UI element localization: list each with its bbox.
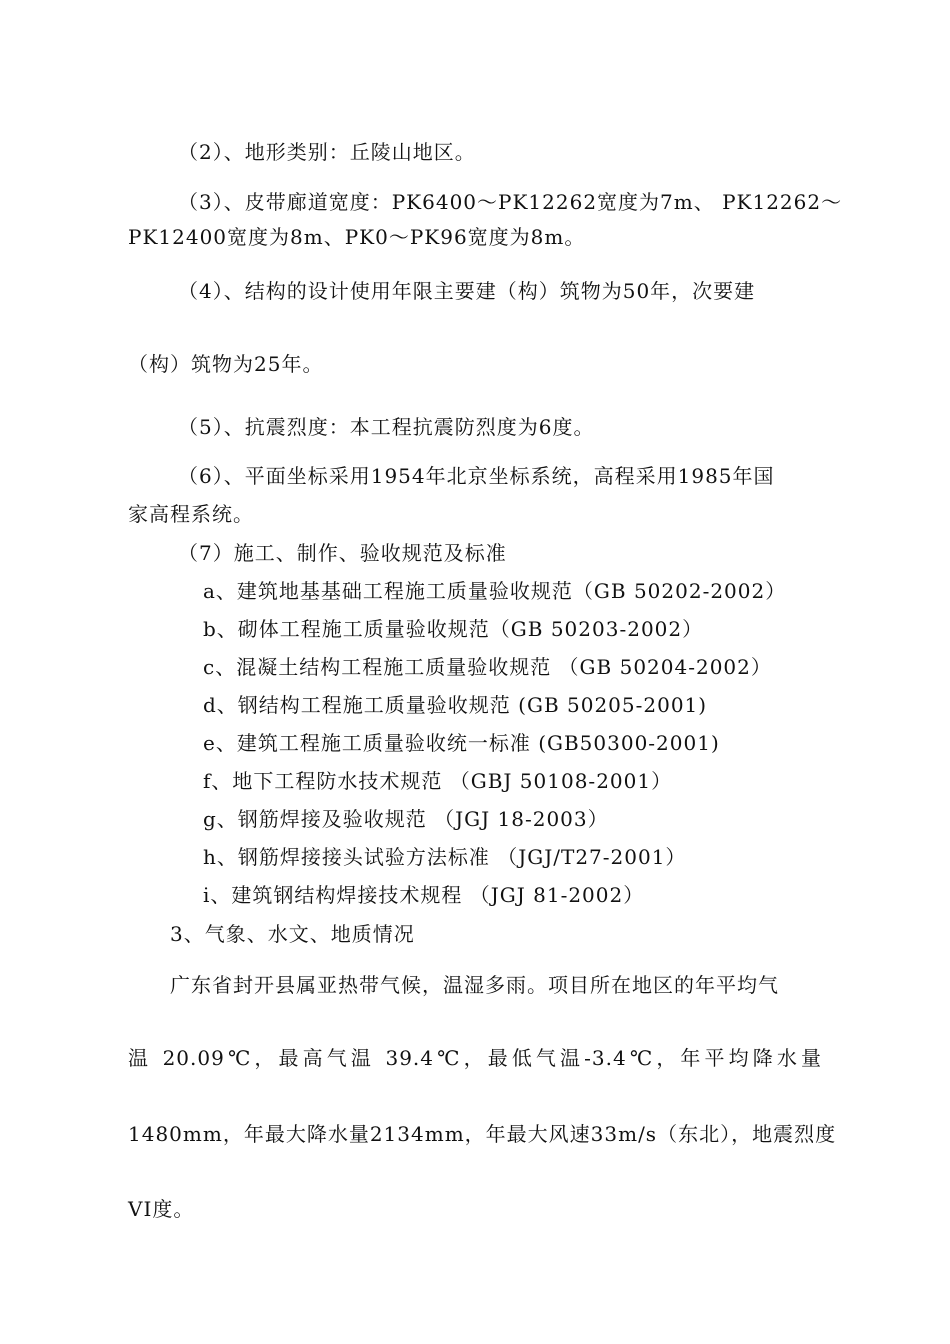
item-corridor-width-line1: （3）、皮带廊道宽度：PK6400～PK12262宽度为7m、 PK12262～ — [178, 190, 843, 214]
item-standards-heading: （7）施工、制作、验收规范及标准 — [178, 541, 507, 565]
item-coordinates-line1: （6）、平面坐标采用1954年北京坐标系统，高程采用1985年国 — [178, 464, 775, 488]
standard-item: f、地下工程防水技术规范 （GBJ 50108-2001） — [203, 769, 673, 793]
climate-paragraph-line3: 1480mm，年最大降水量2134mm，年最大风速33m/s（东北），地震烈度 — [128, 1122, 837, 1146]
standard-item: g、钢筋焊接及验收规范 （JGJ 18-2003） — [203, 807, 609, 831]
standard-item: e、建筑工程施工质量验收统一标准 (GB50300-2001) — [203, 731, 720, 755]
item-terrain: （2）、地形类别：丘陵山地区。 — [178, 140, 476, 164]
item-design-life-line1: （4）、结构的设计使用年限主要建（构）筑物为50年，次要建 — [178, 279, 756, 303]
standard-item: a、建筑地基基础工程施工质量验收规范（GB 50202-2002） — [203, 579, 787, 603]
standard-item: d、钢结构工程施工质量验收规范 (GB 50205-2001) — [203, 693, 708, 717]
standard-item: i、建筑钢结构焊接技术规程 （JGJ 81-2002） — [203, 883, 645, 907]
standard-item: b、砌体工程施工质量验收规范（GB 50203-2002） — [203, 617, 704, 641]
section-heading-climate: 3、气象、水文、地质情况 — [170, 922, 415, 946]
climate-paragraph-line4: VI度。 — [128, 1197, 195, 1221]
standard-item: h、钢筋焊接接头试验方法标准 （JGJ/T27-2001） — [203, 845, 687, 869]
item-seismic: （5）、抗震烈度：本工程抗震防烈度为6度。 — [178, 415, 595, 439]
standard-item: c、混凝土结构工程施工质量验收规范 （GB 50204-2002） — [203, 655, 772, 679]
climate-paragraph-line2: 温 20.09℃，最高气温 39.4℃，最低气温-3.4℃，年平均降水量 — [128, 1046, 822, 1070]
item-corridor-width-line2: PK12400宽度为8m、PK0～PK96宽度为8m。 — [128, 225, 586, 249]
climate-paragraph-line1: 广东省封开县属亚热带气候，温湿多雨。项目所在地区的年平均气 — [170, 973, 779, 997]
item-design-life-line2: （构）筑物为25年。 — [128, 352, 324, 376]
item-coordinates-line2: 家高程系统。 — [128, 502, 254, 526]
